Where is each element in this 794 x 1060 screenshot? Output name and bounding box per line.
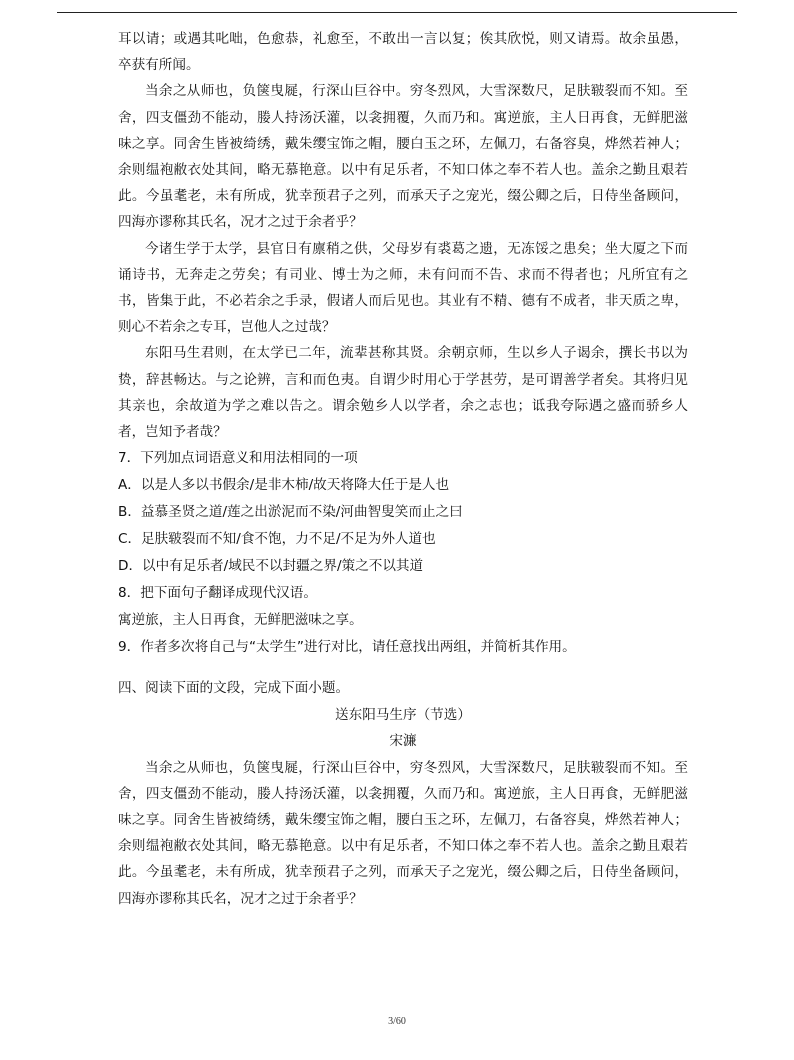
question-9: 9．作者多次将自己与“太学生”进行对比，请任意找出两组，并简析其作用。	[118, 639, 576, 656]
option-b: B．益慕圣贤之道/莲之出淤泥而不染/河曲智叟笑而止之曰	[118, 504, 463, 521]
passage-paragraph: 当余之从师也，负箧曳屣，行深山巨谷中，穷冬烈风，大雪深数尺，足肤皲裂而不知。至舍，四支僵劲不能动，媵人持汤沃灌，以衾拥覆，久而乃和。寓逆旅，主人日再食，无鲜肥滋味之享。同舍生皆被绮绣，戴朱缨宝饰之帽，腰白玉之环，左佩刀，右备容臭，烨然若神人；余则缊袍敝衣处其间，略无慕艳意。以中有足乐者，不知口体之奉不若人也。盖余之勤且艰若此。今虽耄老，未有所成，犹幸预君子之列，而承天子之宠光，缀公卿之后，日侍坐备顾问，四海亦谬称其氏名，况才之过于余者乎？	[118, 759, 688, 907]
passage-paragraph: 当余之从师也，负箧曳屣，行深山巨谷中。穷冬烈风，大雪深数尺，足肤皲裂而不知。至舍，四支僵劲不能动，媵人持汤沃灌，以衾拥覆，久而乃和。寓逆旅，主人日再食，无鲜肥滋味之享。同舍生皆被绮绣，戴朱缨宝饰之帽，腰白玉之环，左佩刀，右备容臭，烨然若神人；余则缊袍敝衣处其间，略无慕艳意。以中有足乐者，不知口体之奉不若人也。盖余之勤且艰若此。今虽耄老，未有所成，犹幸预君子之列，而承天子之宠光，缀公卿之后，日侍坐备顾问，四海亦谬称其氏名，况才之过于余者乎？	[118, 83, 688, 231]
option-c: C．足肤皲裂而不知/食不饱，力不足/不足为外人道也	[118, 531, 436, 548]
page-content	[118, 26, 688, 912]
question-8: 8．把下面句子翻译成现代汉语。	[118, 585, 317, 602]
passage-paragraph: 今诸生学于太学，县官日有廪稍之供，父母岁有裘葛之遗，无冻馁之患矣；坐大厦之下而诵诗书，无奔走之劳矣；有司业、博士为之师，未有问而不告、求而不得者也；凡所宜有之书，皆集于此，不必若余之手录，假诸人而后见也。其业有不精、德有不成者，非天质之卑，则心不若余之专耳，岂他人之过哉？	[118, 240, 688, 336]
page-number: 3/60	[388, 1016, 406, 1027]
question-8-sentence: 寓逆旅，主人日再食，无鲜肥滋味之享。	[118, 612, 363, 629]
section-heading: 四、阅读下面的文段，完成下面小题。	[118, 680, 350, 697]
option-d: D．以中有足乐者/域民不以封疆之界/策之不以其道	[118, 558, 424, 575]
option-a: A．以是人多以书假余/是非木柿/故天将降大任于是人也	[118, 477, 450, 494]
passage-title: 送东阳马生序（节选）	[335, 707, 471, 724]
passage-paragraph: 耳以请；或遇其叱咄，色愈恭，礼愈至，不敢出一言以复；俟其欣悦，则又请焉。故余虽愚，卒获有所闻。	[118, 31, 688, 74]
passage-paragraph: 东阳马生君则，在太学已二年，流辈甚称其贤。余朝京师，生以乡人子谒余，撰长书以为贽，辞甚畅达。与之论辨，言和而色夷。自谓少时用心于学甚劳，是可谓善学者矣。其将归见其亲也，余故道为学之难以告之。谓余勉乡人以学者，余之志也；诋我夸际遇之盛而骄乡人者，岂知予者哉？	[118, 345, 688, 441]
header-rule	[57, 12, 737, 13]
passage-author: 宋濂	[389, 733, 417, 750]
question-7: 7．下列加点词语意义和用法相同的一项	[118, 450, 358, 467]
